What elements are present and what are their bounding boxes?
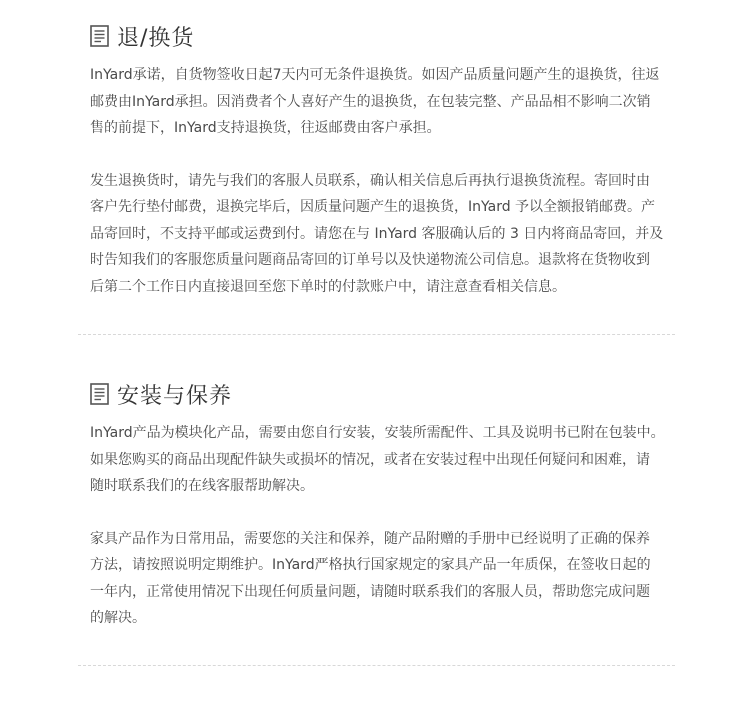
text-line: 邮费由InYard承担。因消费者个人喜好产生的退换货，在包装完整、产品品相不影响二次销 <box>90 93 651 110</box>
text-line: 家具产品作为日常用品，需要您的关注和保养，随产品附赠的手册中已经说明了正确的保养 <box>90 530 650 547</box>
text-line: 客户先行垫付邮费，退换完毕后，因质量问题产生的退换货，InYard 予以全额报销邮费。产 <box>90 199 656 215</box>
maintenance-paragraph <box>90 526 670 632</box>
document-icon <box>90 383 109 405</box>
text-line: 如果您购买的商品出现配件缺失或损坏的情况，或者在安装过程中出现任何疑问和困难，请 <box>90 451 650 468</box>
text-line: 时告知我们的客服您质量问题商品寄回的订单号以及快递物流公司信息。退款将在货物收到 <box>90 252 650 268</box>
section-divider <box>78 665 675 666</box>
text-line: 发生退换货时，请先与我们的客服人员联系，确认相关信息后再执行退换货流程。寄回时由 <box>90 172 650 189</box>
returns-policy-paragraph <box>90 62 670 142</box>
section-heading <box>90 378 670 410</box>
section-divider <box>78 334 675 335</box>
text-line: 后第二个工作日内直接退回至您下单时的付款账户中，请注意查看相关信息。 <box>90 278 566 295</box>
document-icon <box>90 25 109 47</box>
section-title: 退/换货 <box>117 25 195 51</box>
section-title: 安装与保养 <box>117 383 233 409</box>
text-line: 随时联系我们的在线客服帮助解决。 <box>90 478 314 494</box>
text-line: InYard承诺，自货物签收日起7天内可无条件退换货。如因产品质量问题产生的退换货，往返 <box>90 67 660 83</box>
returns-exchange-section <box>90 20 670 300</box>
installation-maintenance-section <box>90 378 670 632</box>
text-line: 品寄回时，不支持平邮或运费到付。请您在与 InYard 客服确认后的 3 日内将商品寄回，并及 <box>90 225 664 242</box>
text-line: 一年内，正常使用情况下出现任何质量问题，请随时联系我们的客服人员，帮助您完成问题 <box>90 583 650 600</box>
text-line: 方法，请按照说明定期维护。InYard严格执行国家规定的家具产品一年质保，在签收日起的 <box>90 557 651 573</box>
section-heading <box>90 20 670 52</box>
returns-process-paragraph <box>90 168 670 301</box>
text-line: 的解决。 <box>90 610 146 626</box>
text-line: InYard产品为模块化产品，需要由您自行安装，安装所需配件、工具及说明书已附在包装中。 <box>90 425 665 441</box>
installation-paragraph <box>90 420 670 500</box>
text-line: 售的前提下，InYard支持退换货，往返邮费由客户承担。 <box>90 120 441 136</box>
